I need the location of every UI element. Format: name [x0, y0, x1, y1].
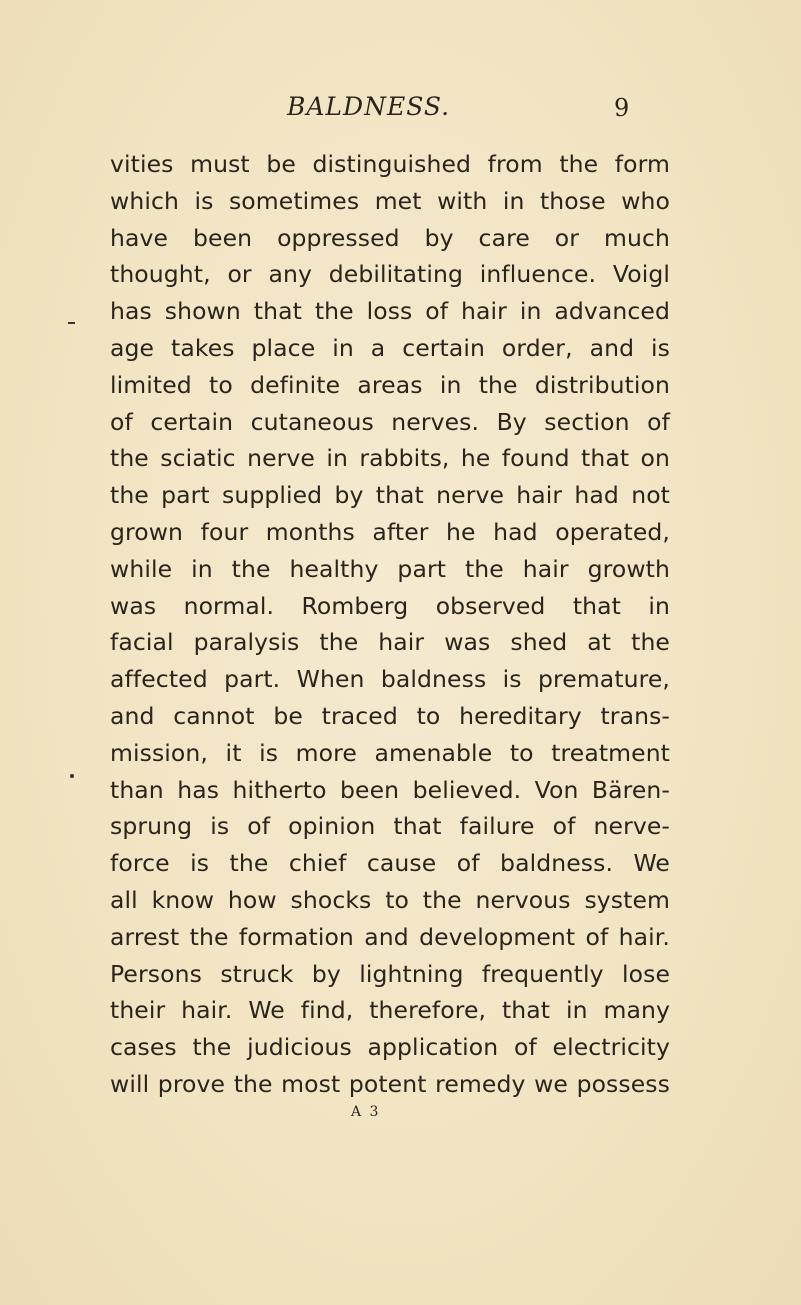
text-line: and cannot be traced to hereditary trans- [110, 701, 670, 730]
text-line: cases the judicious application of electricity [110, 1033, 670, 1062]
body-text [110, 146, 670, 1103]
running-title: BALDNESS. [287, 92, 451, 121]
text-line: sprung is of opinion that failure of nerve- [110, 812, 670, 841]
text-line: which is sometimes met with in those who [110, 186, 670, 215]
text-line: facial paralysis the hair was shed at the [110, 628, 670, 657]
text-line: has shown that the loss of hair in advanced [110, 297, 670, 326]
text-line: arrest the formation and development of hair. [110, 922, 670, 951]
text-line: will prove the most potent remedy we possess [110, 1069, 670, 1098]
text-line: was normal. Romberg observed that in [110, 591, 670, 620]
text-line: vities must be distinguished from the form [110, 150, 670, 178]
signature-mark: A 3 [351, 1104, 381, 1120]
text-line: force is the chief cause of baldness. We [110, 849, 670, 878]
text-line: grown four months after he had operated, [110, 517, 670, 546]
text-line: all know how shocks to the nervous system [110, 885, 670, 914]
text-line: limited to definite areas in the distribution [110, 370, 670, 399]
text-line: affected part. When baldness is premature, [110, 665, 670, 694]
text-line: have been oppressed by care or much [110, 223, 670, 252]
running-head [0, 92, 801, 132]
text-line: mission, it is more amenable to treatment [110, 738, 670, 767]
margin-mark [68, 322, 75, 324]
text-line: the sciatic nerve in rabbits, he found that on [110, 444, 670, 473]
page-number: 9 [614, 94, 630, 122]
text-line: while in the healthy part the hair growth [110, 554, 670, 583]
text-line: Persons struck by lightning frequently lose [110, 959, 670, 988]
text-line: than has hitherto been believed. Von Bären- [110, 775, 670, 804]
text-line: of certain cutaneous nerves. By section of [110, 407, 670, 436]
text-line: their hair. We find, therefore, that in many [110, 996, 670, 1025]
text-line: the part supplied by that nerve hair had not [110, 481, 670, 510]
margin-mark [70, 774, 74, 778]
text-line: thought, or any debilitating influence. Voigl [110, 260, 670, 289]
text-line: age takes place in a certain order, and is [110, 333, 670, 362]
